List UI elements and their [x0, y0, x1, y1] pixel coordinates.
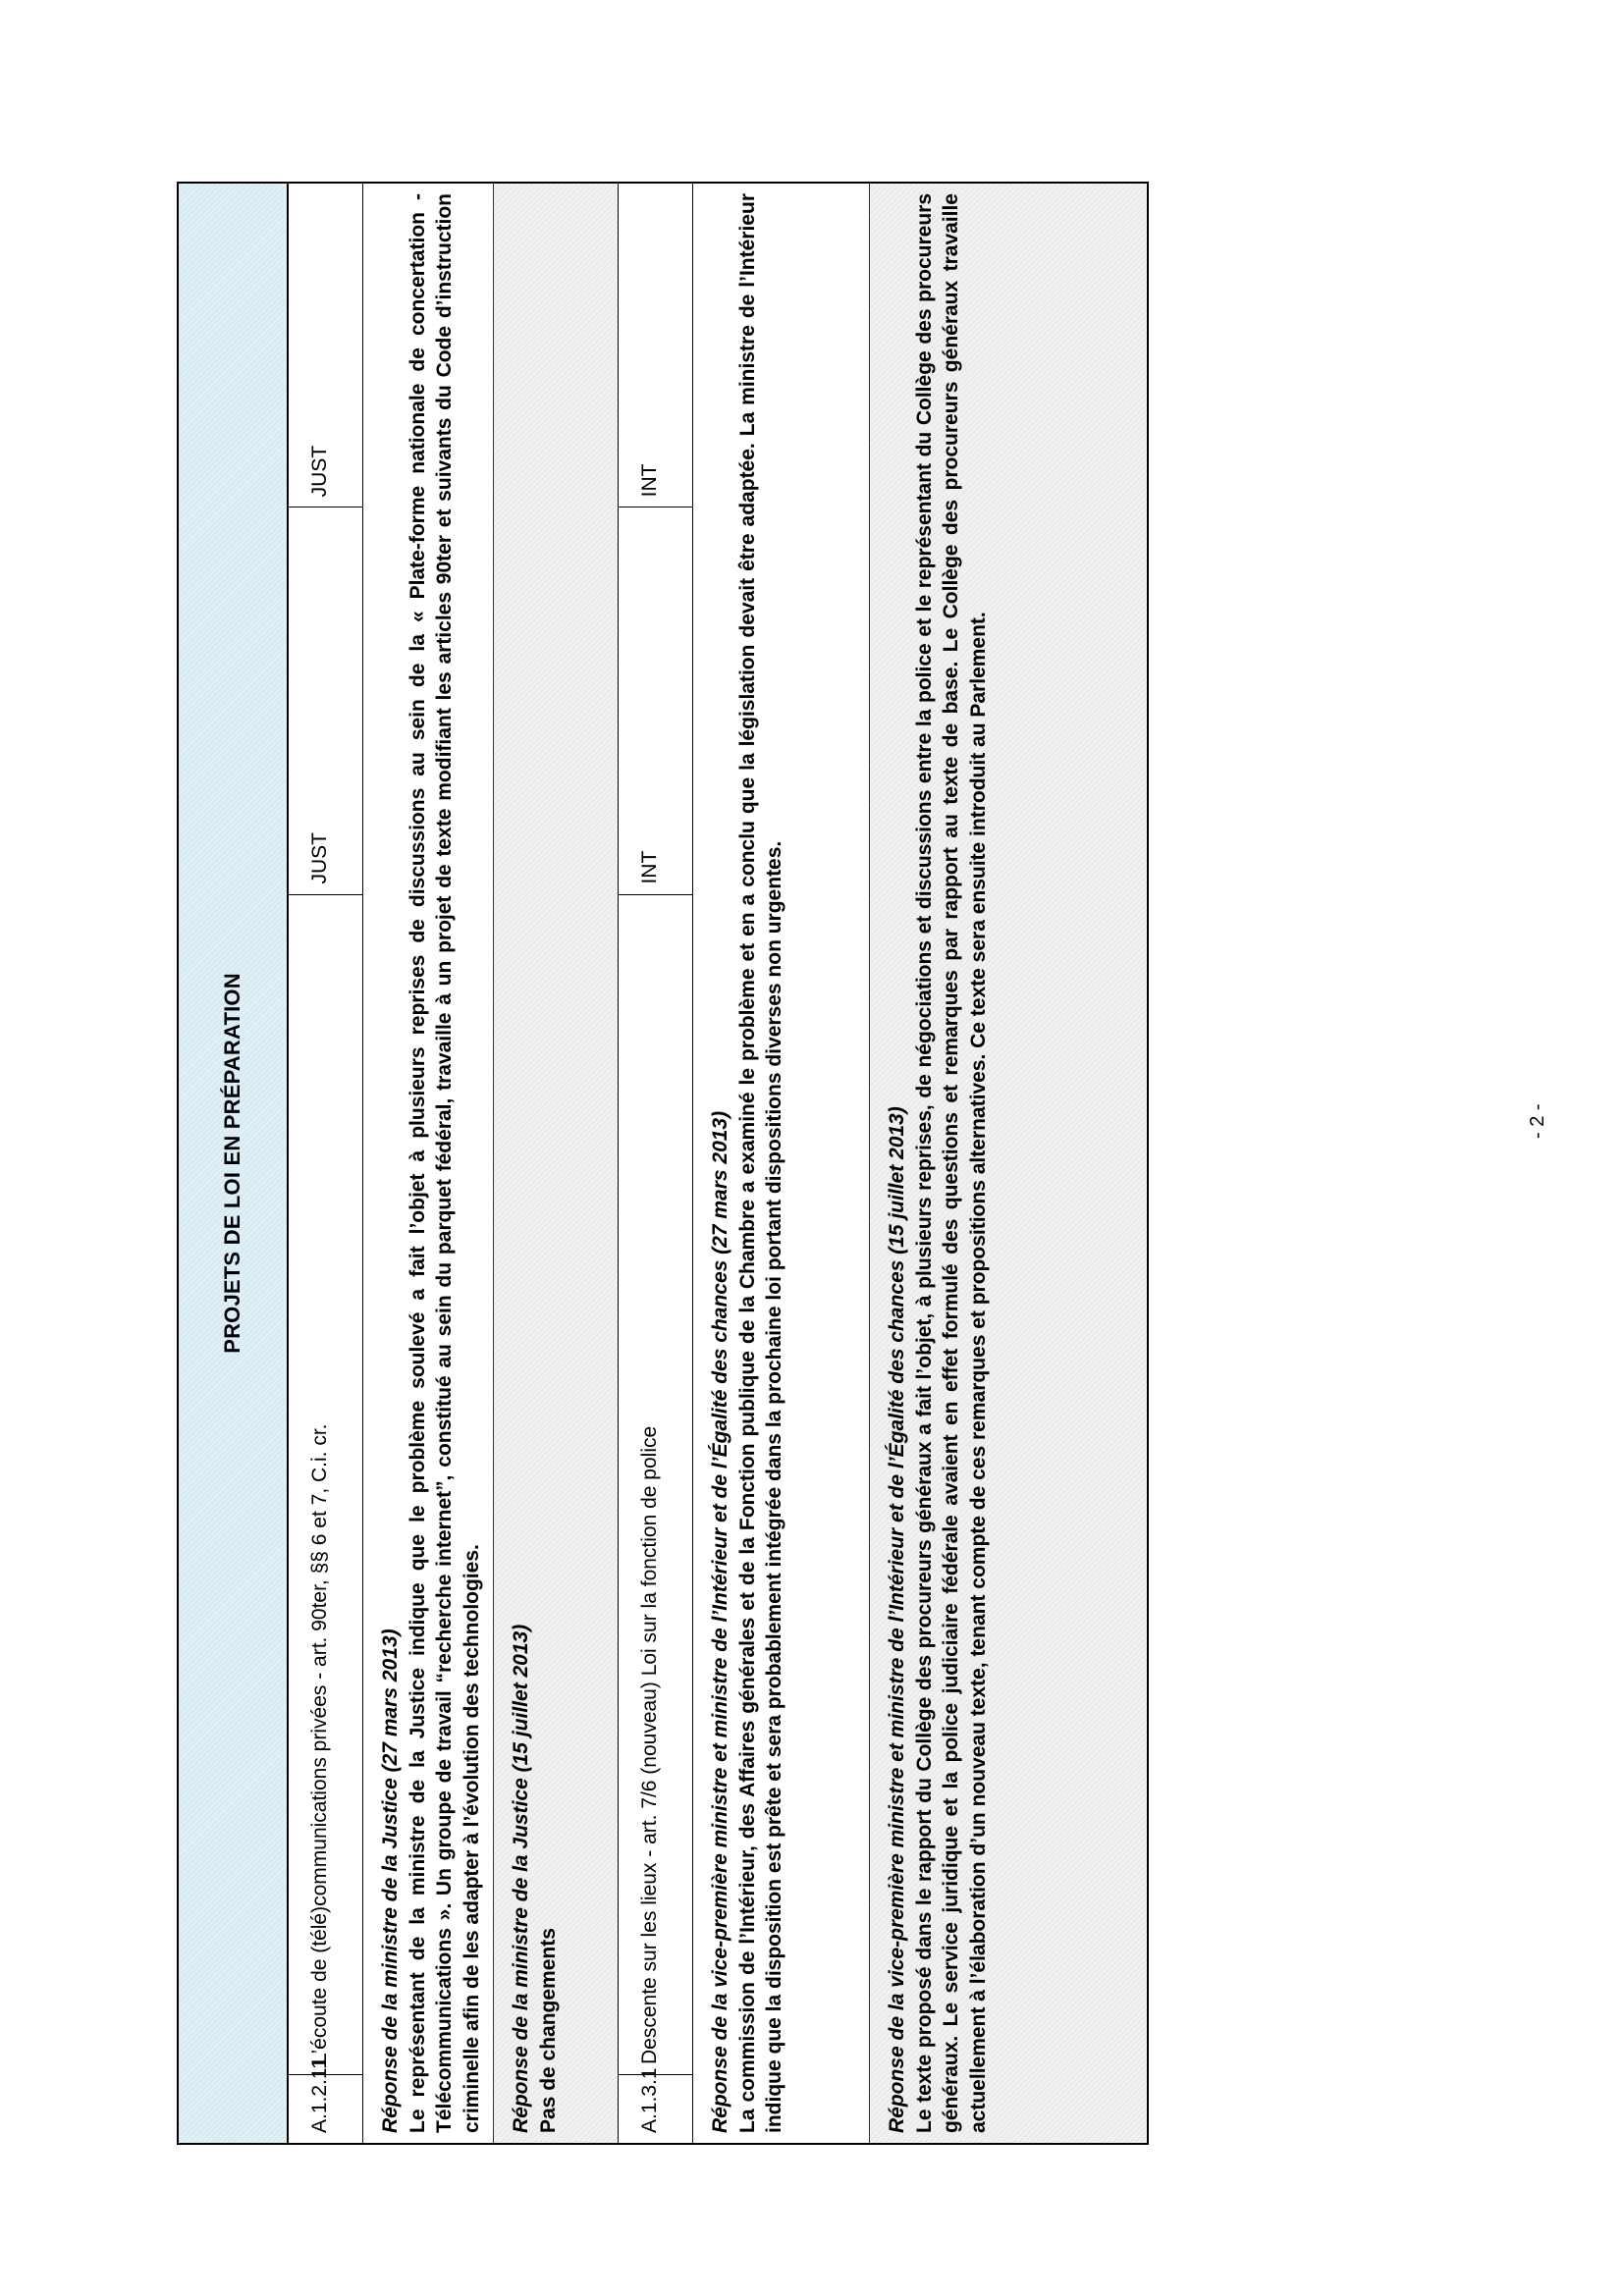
response-block — [870, 184, 1147, 2143]
response-text: Le représentant de la ministre de la Justice indique que le problème soulevé a fait l’objet à plusieurs reprises de discussions au sein de la « Plate-forme nationale de concertation - Télécommunications ». Un groupe de travail “recherche internet”, constitué au sein du parquet fédéral, travaille à un projet de texte modifiant les articles 90ter et suivants du Code d’instruction criminelle afin de les adapter à l’évolution des technologies. — [406, 193, 483, 2133]
item-minister-2: INT — [638, 463, 661, 498]
response-block — [693, 184, 870, 2143]
response-block — [363, 184, 494, 2143]
section-title: PROJETS DE LOI EN PRÉPARATION — [220, 973, 244, 1354]
item-minister-1: JUST — [289, 507, 362, 893]
item-title: L’écoute de (télé)communications privées - art. 90ter, §§ 6 et 7, C.i. cr. — [289, 894, 362, 2074]
item-minister-1: INT — [619, 507, 692, 893]
item-title: Descente sur les lieux - art. 7/6 (nouveau) Loi sur la fonction de police — [619, 894, 692, 2074]
response-text: Le texte proposé dans le rapport du Collège des procureurs généraux a fait l’objet, à plusieurs reprises, de négociations et discussions entre la police et le représentant du Collège des procureurs généraux. Le service juridique et la police judiciaire fédérale avaient en effet formulé des questions et remarques par rapport au texte de base. Le Collège des procureurs généraux travaille actuellement à l’élaboration d’un nouveau texte, tenant compte de ces remarques et propositions alternatives. Ce texte sera ensuite introduit au Parlement. — [912, 193, 990, 2133]
response-heading: Réponse de la ministre de la Justice (27 mars 2013) — [379, 1629, 402, 2133]
item-row — [619, 184, 693, 2143]
item-code: A.1.3.1 — [619, 2074, 692, 2143]
response-heading: Réponse de la vice-première ministre et ministre de l’Intérieur et de l’Égalité des chances (15 juillet 2013) — [886, 1106, 908, 2133]
projects-table — [177, 182, 1149, 2145]
response-block — [494, 184, 619, 2143]
response-heading: Réponse de la ministre de la Justice (15 juillet 2013) — [510, 1624, 532, 2133]
response-heading: Réponse de la vice-première ministre et ministre de l’Intérieur et de l’Égalité des chances (27 mars 2013) — [709, 1110, 731, 2133]
item-minister-2: JUST — [308, 445, 331, 498]
section-title-row — [179, 184, 289, 2143]
item-row — [289, 184, 363, 2143]
response-text: Pas de changements — [536, 1928, 560, 2133]
page-number: - 2 - — [1527, 1103, 1548, 1139]
response-text: La commission de l’Intérieur, des Affaires générales et de la Fonction publique de la Chambre a examiné le problème et en a conclu que la législation devait être adaptée. La ministre de l’Intérieur indique que la disposition est prête et sera probablement intégrée dans la prochaine loi portant dispositions diverses non urgentes. — [735, 193, 785, 2133]
item-code: A.1.2.11 — [289, 2074, 362, 2143]
